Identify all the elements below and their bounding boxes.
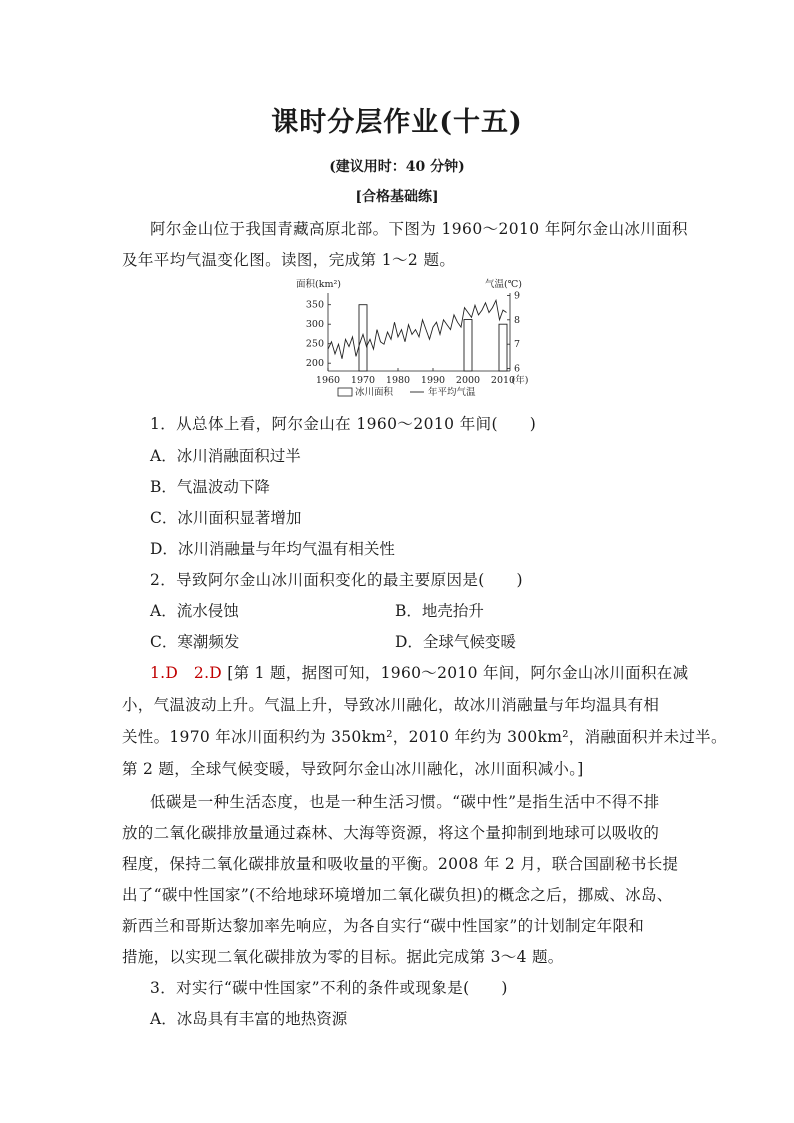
passage-line-3: 程度，保持二氧化碳排放量和吸收量的平衡。2008 年 2 月，联合国副秘书长提 bbox=[122, 855, 679, 873]
left-tick-label: 350 bbox=[305, 299, 324, 311]
q1-option-c[interactable]: C．冰川面积显著增加 bbox=[150, 509, 302, 527]
glacier-area-bar bbox=[359, 305, 367, 371]
q1-stem: 1．从总体上看，阿尔金山在 1960～2010 年间( ) bbox=[150, 415, 537, 433]
q2-option-a[interactable]: A．流水侵蚀 bbox=[150, 602, 239, 620]
intro-line-1: 阿尔金山位于我国青藏高原北部。下图为 1960～2010 年阿尔金山冰川面积 bbox=[150, 220, 688, 238]
temperature-line bbox=[328, 300, 507, 359]
legend-line-label: 年平均气温 bbox=[428, 387, 476, 398]
passage-line-4: 出了“碳中性国家”(不给地球环境增加二氧化碳负担)的概念之后，挪威、冰岛、 bbox=[122, 886, 673, 904]
x-tick-label: 2010 bbox=[490, 375, 516, 386]
answer-key: 1.D 2.D bbox=[150, 664, 223, 682]
glacier-area-bar bbox=[464, 320, 472, 371]
right-tick-label: 9 bbox=[514, 290, 521, 302]
right-tick-label: 8 bbox=[514, 314, 521, 326]
answer-explanation-line-4: 第 2 题，全球气候变暖，导致阿尔金山冰川融化，冰川面积减小。] bbox=[122, 760, 584, 778]
legend-bar-label: 冰川面积 bbox=[355, 387, 394, 398]
q2-stem: 2．导致阿尔金山冰川面积变化的最主要原因是( ) bbox=[150, 571, 523, 589]
right-tick-label: 7 bbox=[514, 339, 521, 351]
passage-line-2: 放的二氧化碳排放量通过森林、大海等资源，将这个量抑制到地球可以吸收的 bbox=[122, 824, 660, 842]
x-unit-label: (年) bbox=[511, 375, 529, 386]
x-tick-label: 1990 bbox=[420, 375, 446, 386]
q2-option-b[interactable]: B．地壳抬升 bbox=[395, 602, 484, 620]
q3-option-a[interactable]: A．冰岛具有丰富的地热资源 bbox=[150, 1010, 348, 1028]
x-tick-label: 1970 bbox=[350, 375, 376, 386]
time-note: (建议用时：40 分钟) bbox=[329, 159, 465, 175]
left-tick-label: 250 bbox=[305, 338, 324, 350]
x-tick-label: 2000 bbox=[455, 375, 481, 386]
right-tick-label: 6 bbox=[514, 363, 521, 375]
q2-option-c[interactable]: C．寒潮频发 bbox=[150, 633, 240, 651]
q1-option-b[interactable]: B．气温波动下降 bbox=[150, 478, 270, 496]
left-tick-label: 200 bbox=[305, 358, 324, 370]
passage-line-5: 新西兰和哥斯达黎加率先响应，为各自实行“碳中性国家”的计划制定年限和 bbox=[122, 917, 645, 935]
left-tick-label: 300 bbox=[305, 319, 324, 331]
q2-option-d[interactable]: D．全球气候变暖 bbox=[395, 633, 516, 651]
x-tick-label: 1980 bbox=[385, 375, 411, 386]
glacier-temperature-chart bbox=[290, 275, 530, 403]
passage-line-6: 措施，以实现二氧化碳排放为零的目标。据此完成第 3～4 题。 bbox=[122, 948, 564, 966]
q3-stem: 3．对实行“碳中性国家”不利的条件或现象是( ) bbox=[150, 979, 508, 997]
q1-option-a[interactable]: A．冰川消融面积过半 bbox=[150, 447, 301, 465]
glacier-area-bar bbox=[499, 324, 507, 371]
section-heading: [合格基础练] bbox=[355, 189, 439, 205]
q1-option-d[interactable]: D．冰川消融量与年均气温有相关性 bbox=[150, 540, 395, 558]
legend-bar-swatch bbox=[338, 388, 352, 396]
answer-explanation-line-3: 关性。1970 年冰川面积约为 350km²，2010 年约为 300km²，消融面积并未过半。 bbox=[122, 728, 727, 746]
right-axis-title: 气温(℃) bbox=[484, 279, 522, 290]
page-title: 课时分层作业(十五) bbox=[271, 107, 523, 138]
answer-explanation-line-1: [第 1 题，据图可知，1960～2010 年间，阿尔金山冰川面积在减 bbox=[227, 664, 689, 682]
passage-line-1: 低碳是一种生活态度，也是一种生活习惯。“碳中性”是指生活中不得不排 bbox=[150, 793, 660, 811]
intro-line-2: 及年平均气温变化图。读图，完成第 1～2 题。 bbox=[122, 251, 456, 269]
left-axis-title: 面积(km²) bbox=[296, 279, 341, 290]
answer-explanation-line-2: 小，气温波动上升。气温上升，导致冰川融化，故冰川消融量与年均温具有相 bbox=[122, 696, 660, 714]
x-tick-label: 1960 bbox=[315, 375, 341, 386]
